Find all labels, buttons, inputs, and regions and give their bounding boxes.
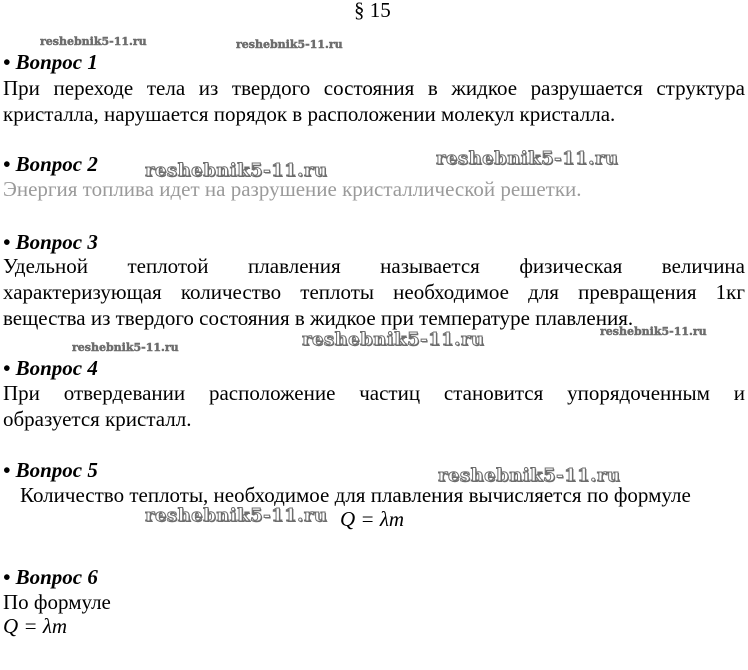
question-1-text: кристалла, нарушается порядок в расположении молекул кристалла. bbox=[3, 102, 616, 126]
question-3-text: Удельной теплотой плавления называется физическая величина bbox=[3, 254, 745, 278]
watermark: reshebnik5-11.ru bbox=[145, 160, 328, 181]
question-4-text: При отвердевании расположение частиц становится упорядоченным и bbox=[3, 381, 745, 405]
watermark: reshebnik5-11.ru bbox=[600, 325, 707, 338]
section-heading: § 15 bbox=[354, 0, 391, 22]
question-1-text: При переходе тела из твердого состояния в жидкое разрушается структура bbox=[3, 76, 745, 100]
question-5-text: Количество теплоты, необходимое для плавления вычисляется по формуле bbox=[20, 483, 691, 507]
watermark: reshebnik5-11.ru bbox=[236, 38, 343, 51]
watermark: reshebnik5-11.ru bbox=[302, 329, 485, 350]
question-2-title: • Вопрос 2 bbox=[3, 152, 98, 176]
question-3-title: • Вопрос 3 bbox=[3, 230, 98, 254]
question-6-title: • Вопрос 6 bbox=[3, 565, 98, 589]
question-3-text: характеризующая количество теплоты необходимое для превращения 1кг bbox=[3, 280, 745, 304]
formula: Q = λm bbox=[3, 614, 68, 638]
watermark: reshebnik5-11.ru bbox=[436, 148, 619, 169]
question-2-text: Энергия топлива идет на разрушение кристаллической решетки. bbox=[3, 177, 582, 201]
question-6-text: По формуле bbox=[3, 590, 111, 614]
question-1-title: • Вопрос 1 bbox=[3, 50, 98, 74]
question-4-text: образуется кристалл. bbox=[3, 407, 192, 431]
formula: Q = λm bbox=[340, 507, 405, 531]
watermark: reshebnik5-11.ru bbox=[40, 35, 147, 48]
watermark: reshebnik5-11.ru bbox=[438, 465, 621, 486]
question-3-text: вещества из твердого состояния в жидкое при температуре плавления. bbox=[3, 306, 634, 330]
watermark: reshebnik5-11.ru bbox=[72, 341, 179, 354]
watermark: reshebnik5-11.ru bbox=[145, 505, 328, 526]
question-5-title: • Вопрос 5 bbox=[3, 458, 98, 482]
question-4-title: • Вопрос 4 bbox=[3, 356, 98, 380]
